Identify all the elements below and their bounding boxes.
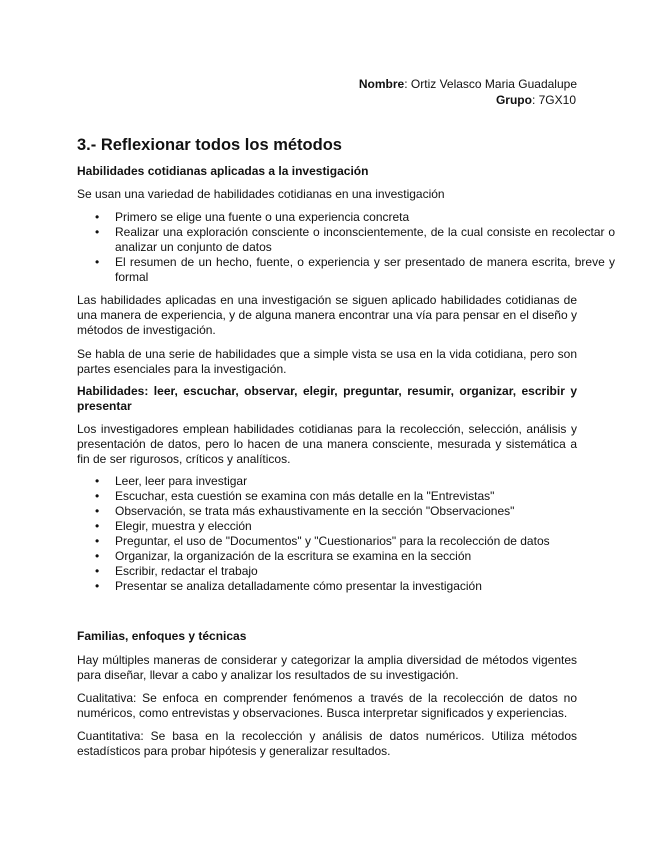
name-label: Nombre	[358, 77, 405, 91]
section3-heading: Familias, enfoques y técnicas	[77, 629, 247, 643]
section1-para1: Las habilidades aplicadas en una investigación se siguen aplicado habilidades cotidianas de una manera de experiencia, y de alguna manera encontrar una vía para pensar en el diseño y métodos de investigación.	[77, 293, 577, 337]
list-item: • Escuchar, esta cuestión se examina con más detalle en la "Entrevistas"	[115, 489, 615, 504]
section3-para1: Hay múltiples maneras de considerar y categorizar la amplia diversidad de métodos vigentes para diseñar, llevar a cabo y analizar los resultados de su investigación.	[77, 653, 577, 682]
list-item: • Observación, se trata más exhaustivamente en la sección "Observaciones"	[115, 504, 615, 519]
student-name	[359, 77, 577, 92]
list-item: • Presentar se analiza detalladamente cómo presentar la investigación	[115, 579, 615, 594]
list-item: • Realizar una exploración consciente o inconscientemente, de la cual consiste en recolectar o analizar un conjunto de datos	[115, 225, 615, 255]
section2-list	[77, 474, 615, 594]
list-item: • Leer, leer para investigar	[115, 474, 615, 489]
list-item: • Primero se elige una fuente o una experiencia concreta	[115, 210, 615, 225]
section1-intro: Se usan una variedad de habilidades cotidianas en una investigación	[77, 187, 445, 201]
list-item: • El resumen de un hecho, fuente, o experiencia y ser presentado de manera escrita, breve y formal	[115, 255, 615, 285]
section3-para2: Cualitativa: Se enfoca en comprender fenómenos a través de la recolección de datos no numéricos, como entrevistas y observaciones. Busca interpretar significados y experiencias.	[77, 691, 577, 720]
section2-heading: Habilidades: leer, escuchar, observar, elegir, preguntar, resumir, organizar, escribir y presentar	[77, 384, 577, 413]
page-title: 3.- Reflexionar todos los métodos	[77, 136, 342, 154]
section1-para2: Se habla de una serie de habilidades que a simple vista se usa en la vida cotidiana, pero son partes esenciales para la investigación.	[77, 347, 577, 376]
list-item: • Preguntar, el uso de "Documentos" y "Cuestionarios" para la recolección de datos	[115, 534, 615, 549]
list-item: • Organizar, la organización de la escritura se examina en la sección	[115, 549, 615, 564]
list-item: • Escribir, redactar el trabajo	[115, 564, 615, 579]
name-value: : Ortiz Velasco Maria Guadalupe	[404, 77, 577, 91]
group-value: : 7GX10	[531, 93, 576, 107]
section3-para3: Cuantitativa: Se basa en la recolección y análisis de datos numéricos. Utiliza métodos estadísticos para probar hipótesis y generalizar resultados.	[77, 729, 577, 758]
section1-heading: Habilidades cotidianas aplicadas a la investigación	[77, 164, 369, 178]
list-item: • Elegir, muestra y elección	[115, 519, 615, 534]
group-label: Grupo	[495, 93, 532, 107]
section1-list	[77, 210, 615, 285]
section2-para: Los investigadores emplean habilidades cotidianas para la recolección, selección, análisis y presentación de datos, pero lo hacen de una manera consciente, mesurada y sistemática a fin de ser rigurosos, críticos y analíticos.	[77, 422, 577, 466]
student-group	[496, 93, 576, 108]
